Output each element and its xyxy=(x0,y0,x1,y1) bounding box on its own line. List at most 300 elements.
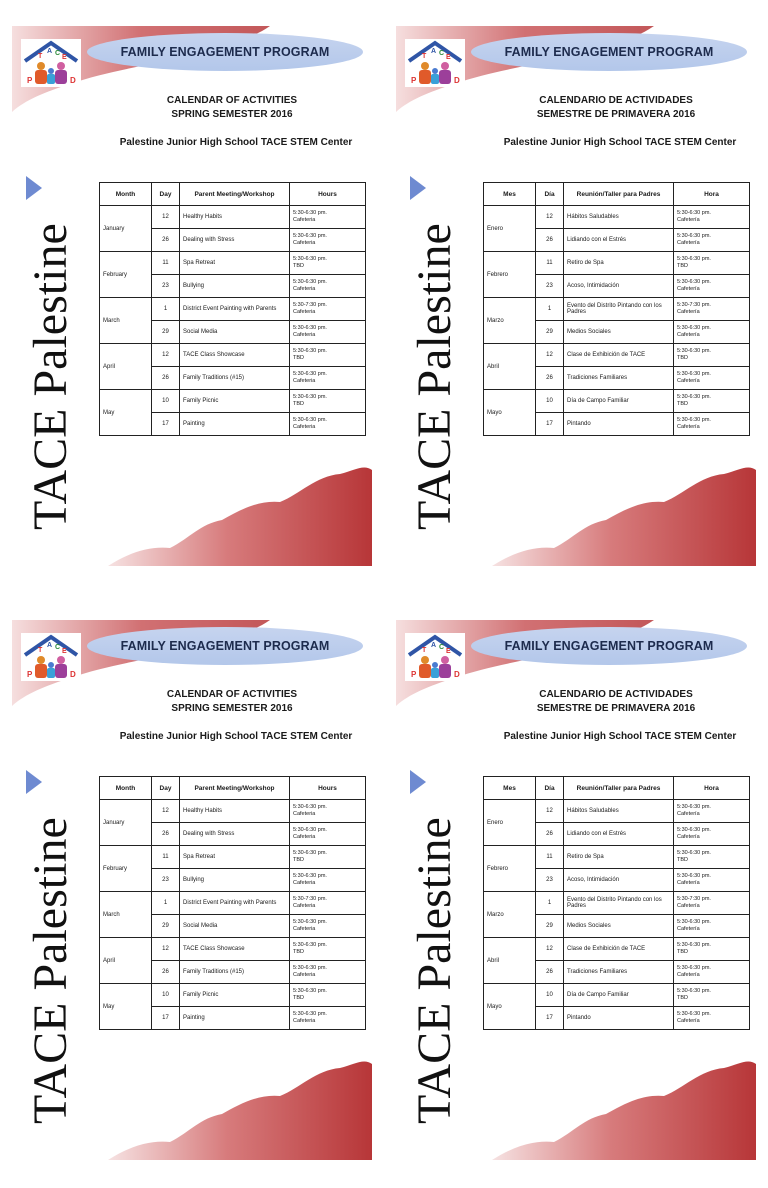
month-cell: Marzo xyxy=(484,298,536,344)
hours-location: TBD xyxy=(677,355,688,361)
hours-location: Cafetería xyxy=(677,926,700,932)
svg-text:C: C xyxy=(55,50,61,57)
school-name: Palestine Junior High School TACE STEM Center xyxy=(503,731,737,742)
hours-location: Cafetería xyxy=(677,286,700,292)
hours-location: Cafetería xyxy=(677,880,700,886)
hours-time: 5:30-6:30 pm. xyxy=(293,827,327,833)
day-cell: 10 xyxy=(152,390,180,413)
hours-time: 5:30-6:30 pm. xyxy=(677,233,711,239)
table-row xyxy=(484,800,750,823)
hours-location: Cafetería xyxy=(677,217,700,223)
hours-time: 5:30-6:30 pm. xyxy=(677,804,711,810)
day-cell: 12 xyxy=(152,344,180,367)
hours-location: Cafetería xyxy=(677,378,700,384)
table-body xyxy=(100,800,366,1030)
hours-cell xyxy=(290,892,366,915)
calendar-title-line1: CALENDARIO DE ACTIVIDADES xyxy=(539,689,693,700)
day-cell: 29 xyxy=(536,915,564,938)
calendar-title-line2: SPRING SEMESTER 2016 xyxy=(171,703,293,714)
event-cell: TACE Class Showcase xyxy=(180,344,290,367)
hours-cell xyxy=(290,869,366,892)
school-name: Palestine Junior High School TACE STEM Center xyxy=(503,137,737,148)
hours-time: 5:30-6:30 pm. xyxy=(677,371,711,377)
header-event: Parent Meeting/Workshop xyxy=(180,777,290,800)
table-header-row xyxy=(484,183,750,206)
hours-cell xyxy=(290,229,366,252)
event-cell: Acoso, Intimidación xyxy=(564,869,674,892)
table-row xyxy=(100,938,366,961)
event-cell: Medios Sociales xyxy=(564,321,674,344)
event-cell: Día de Campo Familiar xyxy=(564,984,674,1007)
hours-cell xyxy=(290,984,366,1007)
hours-cell xyxy=(674,892,750,915)
event-cell: Clase de Exhibición de TACE xyxy=(564,344,674,367)
triangle-marker-icon xyxy=(26,770,42,794)
table-body xyxy=(100,206,366,436)
day-cell: 23 xyxy=(536,869,564,892)
hours-location: Cafetería xyxy=(677,972,700,978)
hours-time: 5:30-6:30 pm. xyxy=(293,256,327,262)
hours-cell xyxy=(674,800,750,823)
month-cell: March xyxy=(100,892,152,938)
hours-cell xyxy=(290,275,366,298)
event-cell: Healthy Habits xyxy=(180,206,290,229)
calendar-title xyxy=(100,688,364,716)
table-row xyxy=(100,344,366,367)
hours-location: Cafeteria xyxy=(293,880,316,886)
event-cell: Spa Retreat xyxy=(180,846,290,869)
hours-location: TBD xyxy=(677,401,688,407)
event-cell: Dealing with Stress xyxy=(180,823,290,846)
calendar-title-line1: CALENDAR OF ACTIVITIES xyxy=(166,689,298,700)
day-cell: 26 xyxy=(536,367,564,390)
svg-text:P: P xyxy=(27,670,33,679)
hours-time: 5:30-6:30 pm. xyxy=(677,919,711,925)
calendar-title-line1: CALENDARIO DE ACTIVIDADES xyxy=(539,95,693,106)
hours-location: Cafeteria xyxy=(293,424,316,430)
hours-time: 5:30-6:30 pm. xyxy=(293,394,327,400)
month-cell: Mayo xyxy=(484,984,536,1030)
flyer-panel-english-2 xyxy=(0,594,384,1188)
table-row xyxy=(100,800,366,823)
hours-cell xyxy=(290,1007,366,1030)
hours-location: Cafeteria xyxy=(293,309,316,315)
hours-cell xyxy=(290,938,366,961)
table-row xyxy=(484,206,750,229)
hours-cell xyxy=(674,984,750,1007)
program-banner-text: FAMILY ENGAGEMENT PROGRAM xyxy=(504,639,714,653)
month-cell: May xyxy=(100,984,152,1030)
activities-table xyxy=(483,182,750,436)
hours-location: TBD xyxy=(677,949,688,955)
hours-location: Cafeteria xyxy=(293,286,316,292)
hours-cell xyxy=(674,206,750,229)
hours-location: TBD xyxy=(677,263,688,269)
event-cell: Family Picnic xyxy=(180,390,290,413)
hours-cell xyxy=(674,915,750,938)
hours-cell xyxy=(674,961,750,984)
month-cell: January xyxy=(100,206,152,252)
event-cell: Dealing with Stress xyxy=(180,229,290,252)
day-cell: 1 xyxy=(152,892,180,915)
svg-text:A: A xyxy=(47,642,53,649)
header-day: Día xyxy=(536,777,564,800)
table-header-row xyxy=(100,183,366,206)
header-event: Reunión/Taller para Padres xyxy=(564,183,674,206)
table-row xyxy=(484,390,750,413)
header-event: Reunión/Taller para Padres xyxy=(564,777,674,800)
table-row xyxy=(100,252,366,275)
hours-location: Cafetería xyxy=(677,1018,700,1024)
hours-location: Cafeteria xyxy=(293,378,316,384)
hours-cell xyxy=(674,252,750,275)
month-cell: Enero xyxy=(484,800,536,846)
hours-time: 5:30-6:30 pm. xyxy=(293,988,327,994)
table-row xyxy=(100,846,366,869)
program-banner xyxy=(87,627,363,665)
flyer-panel-spanish xyxy=(384,0,768,594)
table-row xyxy=(100,984,366,1007)
svg-text:A: A xyxy=(47,48,53,55)
hours-cell xyxy=(290,915,366,938)
svg-text:D: D xyxy=(70,670,76,679)
program-banner xyxy=(87,33,363,71)
month-cell: Enero xyxy=(484,206,536,252)
hours-cell xyxy=(290,961,366,984)
hours-location: Cafeteria xyxy=(293,217,316,223)
calendar-title-line2: SPRING SEMESTER 2016 xyxy=(171,109,293,120)
day-cell: 11 xyxy=(152,846,180,869)
month-cell: February xyxy=(100,846,152,892)
hours-cell xyxy=(674,390,750,413)
event-cell: Bullying xyxy=(180,275,290,298)
table-row xyxy=(484,252,750,275)
header-month: Mes xyxy=(484,183,536,206)
header-day: Day xyxy=(152,777,180,800)
hours-time: 5:30-6:30 pm. xyxy=(293,325,327,331)
month-cell: Febrero xyxy=(484,846,536,892)
svg-text:D: D xyxy=(454,670,460,679)
day-cell: 11 xyxy=(536,846,564,869)
day-cell: 12 xyxy=(536,206,564,229)
month-cell: Mayo xyxy=(484,390,536,436)
svg-text:P: P xyxy=(27,76,33,85)
event-cell: Tradiciones Familiares xyxy=(564,961,674,984)
svg-text:D: D xyxy=(454,76,460,85)
activities-table xyxy=(99,182,366,436)
header-hours: Hora xyxy=(674,777,750,800)
hours-time: 5:30-6:30 pm. xyxy=(293,850,327,856)
table-body xyxy=(484,206,750,436)
event-cell: Family Picnic xyxy=(180,984,290,1007)
table-header-row xyxy=(484,777,750,800)
hours-location: TBD xyxy=(293,355,304,361)
hours-time: 5:30-6:30 pm. xyxy=(293,279,327,285)
hours-cell xyxy=(674,1007,750,1030)
event-cell: Retiro de Spa xyxy=(564,252,674,275)
hours-time: 5:30-6:30 pm. xyxy=(677,942,711,948)
calendar-title xyxy=(484,94,748,122)
event-cell: Pintando xyxy=(564,413,674,436)
hours-cell xyxy=(290,367,366,390)
day-cell: 26 xyxy=(152,367,180,390)
day-cell: 29 xyxy=(536,321,564,344)
hours-cell xyxy=(674,344,750,367)
svg-text:T: T xyxy=(38,647,43,654)
day-cell: 12 xyxy=(152,206,180,229)
hours-time: 5:30-6:30 pm. xyxy=(677,827,711,833)
triangle-marker-icon xyxy=(410,770,426,794)
svg-text:D: D xyxy=(70,76,76,85)
hours-time: 5:30-7:30 pm. xyxy=(677,896,711,902)
month-cell: April xyxy=(100,344,152,390)
header-day: Day xyxy=(152,183,180,206)
day-cell: 10 xyxy=(152,984,180,1007)
svg-text:T: T xyxy=(38,53,43,60)
hours-time: 5:30-6:30 pm. xyxy=(293,417,327,423)
header-day: Día xyxy=(536,183,564,206)
hours-location: Cafetería xyxy=(677,332,700,338)
svg-text:E: E xyxy=(446,54,451,61)
hours-time: 5:30-6:30 pm. xyxy=(677,394,711,400)
hours-location: TBD xyxy=(677,857,688,863)
header-hours: Hours xyxy=(290,183,366,206)
hours-location: Cafeteria xyxy=(293,903,316,909)
hours-time: 5:30-7:30 pm. xyxy=(293,302,327,308)
hours-time: 5:30-7:30 pm. xyxy=(677,302,711,308)
hours-location: Cafeteria xyxy=(293,332,316,338)
event-cell: Retiro de Spa xyxy=(564,846,674,869)
program-banner-text: FAMILY ENGAGEMENT PROGRAM xyxy=(120,45,330,59)
hours-cell xyxy=(674,321,750,344)
event-cell: Tradiciones Familiares xyxy=(564,367,674,390)
hours-location: Cafeteria xyxy=(293,972,316,978)
hours-cell xyxy=(290,344,366,367)
calendar-title-line2: SEMESTRE DE PRIMAVERA 2016 xyxy=(536,703,696,714)
hours-time: 5:30-6:30 pm. xyxy=(293,233,327,239)
hours-time: 5:30-6:30 pm. xyxy=(677,325,711,331)
table-body xyxy=(484,800,750,1030)
day-cell: 17 xyxy=(536,413,564,436)
event-cell: Hábitos Saludables xyxy=(564,206,674,229)
side-vertical-title: TACE Palestine xyxy=(408,817,461,1124)
hours-time: 5:30-7:30 pm. xyxy=(293,896,327,902)
day-cell: 1 xyxy=(152,298,180,321)
day-cell: 23 xyxy=(536,275,564,298)
event-cell: District Event Painting with Parents xyxy=(180,892,290,915)
event-cell: Social Media xyxy=(180,321,290,344)
month-cell: Marzo xyxy=(484,892,536,938)
calendar-title-line2: SEMESTRE DE PRIMAVERA 2016 xyxy=(536,109,696,120)
table-row xyxy=(100,298,366,321)
event-cell: Hábitos Saludables xyxy=(564,800,674,823)
hours-time: 5:30-6:30 pm. xyxy=(677,965,711,971)
hours-time: 5:30-6:30 pm. xyxy=(293,371,327,377)
hours-cell xyxy=(290,846,366,869)
event-cell: Clase de Exhibición de TACE xyxy=(564,938,674,961)
day-cell: 12 xyxy=(536,800,564,823)
hours-cell xyxy=(290,321,366,344)
table-row xyxy=(100,892,366,915)
flyer-panel-spanish-2 xyxy=(384,594,768,1188)
hours-time: 5:30-6:30 pm. xyxy=(677,417,711,423)
calendar-title-line1: CALENDAR OF ACTIVITIES xyxy=(166,95,298,106)
svg-text:C: C xyxy=(439,50,445,57)
hours-cell xyxy=(674,298,750,321)
day-cell: 26 xyxy=(536,229,564,252)
event-cell: Medios Sociales xyxy=(564,915,674,938)
day-cell: 26 xyxy=(536,823,564,846)
hours-location: TBD xyxy=(293,857,304,863)
table-row xyxy=(100,390,366,413)
program-banner-text: FAMILY ENGAGEMENT PROGRAM xyxy=(120,639,330,653)
hours-time: 5:30-6:30 pm. xyxy=(293,942,327,948)
hours-time: 5:30-6:30 pm. xyxy=(677,1011,711,1017)
month-cell: Febrero xyxy=(484,252,536,298)
hours-time: 5:30-6:30 pm. xyxy=(293,1011,327,1017)
side-vertical-title: TACE Palestine xyxy=(24,223,77,530)
day-cell: 12 xyxy=(152,938,180,961)
day-cell: 17 xyxy=(152,413,180,436)
hours-location: Cafetería xyxy=(677,309,700,315)
hours-location: TBD xyxy=(293,401,304,407)
event-cell: Spa Retreat xyxy=(180,252,290,275)
header-hours: Hours xyxy=(290,777,366,800)
table-row xyxy=(484,892,750,915)
event-cell: Painting xyxy=(180,413,290,436)
day-cell: 26 xyxy=(152,229,180,252)
hours-time: 5:30-6:30 pm. xyxy=(293,804,327,810)
calendar-title xyxy=(484,688,748,716)
svg-text:T: T xyxy=(422,53,427,60)
triangle-marker-icon xyxy=(410,176,426,200)
side-vertical-title: TACE Palestine xyxy=(408,223,461,530)
school-name: Palestine Junior High School TACE STEM Center xyxy=(119,731,353,742)
event-cell: Día de Campo Familiar xyxy=(564,390,674,413)
hours-time: 5:30-6:30 pm. xyxy=(677,279,711,285)
hours-time: 5:30-6:30 pm. xyxy=(677,873,711,879)
table-row xyxy=(100,206,366,229)
event-cell: TACE Class Showcase xyxy=(180,938,290,961)
event-cell: Lidiando con el Estrés xyxy=(564,229,674,252)
hours-cell xyxy=(674,869,750,892)
svg-text:P: P xyxy=(411,670,417,679)
day-cell: 10 xyxy=(536,984,564,1007)
activities-table xyxy=(99,776,366,1030)
program-banner xyxy=(471,33,747,71)
day-cell: 29 xyxy=(152,915,180,938)
hours-location: Cafetería xyxy=(677,903,700,909)
hours-time: 5:30-6:30 pm. xyxy=(293,873,327,879)
month-cell: Abril xyxy=(484,344,536,390)
event-cell: Social Media xyxy=(180,915,290,938)
event-cell: Family Traditions (#15) xyxy=(180,367,290,390)
hours-cell xyxy=(290,298,366,321)
hours-cell xyxy=(290,206,366,229)
svg-text:E: E xyxy=(62,648,67,655)
hours-location: TBD xyxy=(293,263,304,269)
day-cell: 11 xyxy=(152,252,180,275)
day-cell: 17 xyxy=(536,1007,564,1030)
hours-cell xyxy=(290,800,366,823)
day-cell: 23 xyxy=(152,869,180,892)
hours-location: TBD xyxy=(677,995,688,1001)
hours-cell xyxy=(290,252,366,275)
hours-cell xyxy=(674,823,750,846)
day-cell: 1 xyxy=(536,892,564,915)
month-cell: January xyxy=(100,800,152,846)
hours-cell xyxy=(674,846,750,869)
hours-time: 5:30-6:30 pm. xyxy=(293,348,327,354)
hours-cell xyxy=(290,390,366,413)
day-cell: 10 xyxy=(536,390,564,413)
table-row xyxy=(484,298,750,321)
day-cell: 17 xyxy=(152,1007,180,1030)
table-row xyxy=(484,344,750,367)
hours-location: TBD xyxy=(293,995,304,1001)
hours-location: Cafeteria xyxy=(293,240,316,246)
day-cell: 12 xyxy=(152,800,180,823)
hours-time: 5:30-6:30 pm. xyxy=(677,850,711,856)
header-month: Month xyxy=(100,183,152,206)
table-header-row xyxy=(100,777,366,800)
hours-time: 5:30-6:30 pm. xyxy=(293,919,327,925)
day-cell: 29 xyxy=(152,321,180,344)
event-cell: Evento del Distrito Pintando con los Padres xyxy=(564,892,674,915)
event-cell: Healthy Habits xyxy=(180,800,290,823)
hours-time: 5:30-6:30 pm. xyxy=(293,210,327,216)
hours-location: Cafetería xyxy=(677,811,700,817)
hours-location: Cafetería xyxy=(677,240,700,246)
svg-text:E: E xyxy=(446,648,451,655)
hours-cell xyxy=(674,275,750,298)
event-cell: Evento del Distrito Pintando con los Padres xyxy=(564,298,674,321)
hours-cell xyxy=(674,229,750,252)
event-cell: Painting xyxy=(180,1007,290,1030)
day-cell: 11 xyxy=(536,252,564,275)
day-cell: 23 xyxy=(152,275,180,298)
hours-location: Cafeteria xyxy=(293,1018,316,1024)
month-cell: April xyxy=(100,938,152,984)
hours-time: 5:30-6:30 pm. xyxy=(677,988,711,994)
svg-text:A: A xyxy=(431,642,437,649)
hours-cell xyxy=(290,413,366,436)
hours-location: TBD xyxy=(293,949,304,955)
hours-cell xyxy=(674,938,750,961)
event-cell: Lidiando con el Estrés xyxy=(564,823,674,846)
school-name: Palestine Junior High School TACE STEM Center xyxy=(119,137,353,148)
calendar-title xyxy=(100,94,364,122)
day-cell: 1 xyxy=(536,298,564,321)
hours-time: 5:30-6:30 pm. xyxy=(677,210,711,216)
flyer-panel-english xyxy=(0,0,384,594)
month-cell: May xyxy=(100,390,152,436)
hours-location: Cafeteria xyxy=(293,811,316,817)
header-month: Month xyxy=(100,777,152,800)
side-vertical-title: TACE Palestine xyxy=(24,817,77,1124)
svg-text:P: P xyxy=(411,76,417,85)
event-cell: Family Traditions (#15) xyxy=(180,961,290,984)
hours-cell xyxy=(674,413,750,436)
hours-location: Cafeteria xyxy=(293,834,316,840)
activities-table xyxy=(483,776,750,1030)
month-cell: February xyxy=(100,252,152,298)
month-cell: Abril xyxy=(484,938,536,984)
header-event: Parent Meeting/Workshop xyxy=(180,183,290,206)
hours-time: 5:30-6:30 pm. xyxy=(677,256,711,262)
header-month: Mes xyxy=(484,777,536,800)
table-row xyxy=(484,938,750,961)
